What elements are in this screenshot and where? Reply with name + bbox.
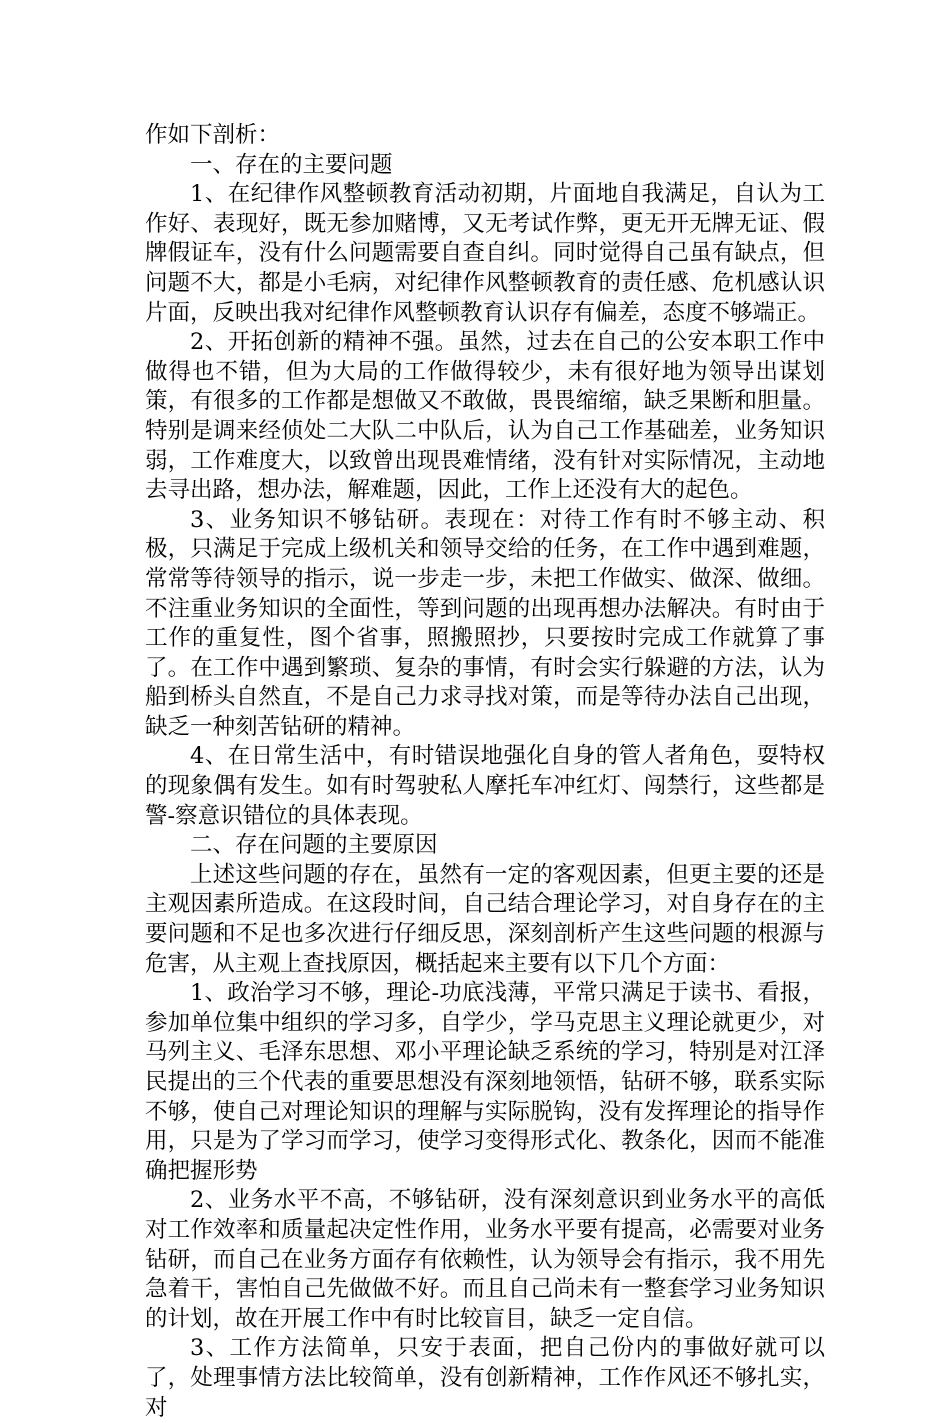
- section-heading-causes: 二、存在问题的主要原因: [190, 832, 438, 859]
- section-heading-problems: 一、存在的主要问题: [190, 151, 393, 178]
- document-body: [145, 121, 825, 1423]
- paragraph-cause-1: 1、政治学习不够，理论-功底浅薄，平常只满足于读书、看报，参加单位集中组织的学习多，自学少，学马克思主义理论就更少，对马列主义、毛泽东思想、邓小平理论缺乏系统的学习，特别是对江泽民提出的三个代表的重要思想没有深刻地领悟，钻研不够，联系实际不够，使自己对理论知识的理解与实际脱钩，没有发挥理论的指导作用，只是为了学习而学习，使学习变得形式化、教条化，因而不能准确把握形势: [145, 980, 825, 1184]
- paragraph-problem-3: 3、业务知识不够钻研。表现在：对待工作有时不够主动、积极，只满足于完成上级机关和领导交给的任务，在工作中遇到难题，常常等待领导的指示，说一步走一步，未把工作做实、做深、做细。不注重业务知识的全面性，等到问题的出现再想办法解决。有时由于工作的重复性，图个省事，照搬照抄，只要按时完成工作就算了事了。在工作中遇到繁琐、复杂的事情，有时会实行躲避的方法，认为船到桥头自然直，不是自己力求寻找对策，而是等待办法自己出现，缺乏一种刻苦钻研的精神。: [145, 506, 825, 740]
- paragraph-intro: 作如下剖析：: [145, 122, 281, 148]
- paragraph-problem-1: 1、在纪律作风整顿教育活动初期，片面地自我满足，自认为工作好、表现好，既无参加赌博，又无考试作弊，更无开无牌无证、假牌假证车，没有什么问题需要自查自纠。同时觉得自己虽有缺点，但问题不大，都是小毛病，对纪律作风整顿教育的责任感、危机感认识片面，反映出我对纪律作风整顿教育认识存有偏差，态度不够端正。: [145, 181, 825, 326]
- paragraph-cause-3: 3、工作方法简单，只安于表面，把自己份内的事做好就可以了，处理事情方法比较简单，没有创新精神，工作作风还不够扎实，对: [145, 1335, 825, 1421]
- paragraph-problem-4: 4、在日常生活中，有时错误地强化自身的管人者角色，耍特权的现象偶有发生。如有时驾驶私人摩托车冲红灯、闯禁行，这些都是警-察意识错位的具体表现。: [145, 743, 825, 829]
- paragraph-problem-2: 2、开拓创新的精神不强。虽然，过去在自己的公安本职工作中做得也不错，但为大局的工作做得较少，未有很好地为领导出谋划策，有很多的工作都是想做又不敢做，畏畏缩缩，缺乏果断和胆量。特别是调来经侦处二大队二中队后，认为自己工作基础差，业务知识弱，工作难度大，以致曾出现畏难情绪，没有针对实际情况，主动地去寻出路，想办法，解难题，因此，工作上还没有大的起色。: [145, 329, 825, 504]
- paragraph-cause-2: 2、业务水平不高，不够钻研，没有深刻意识到业务水平的高低对工作效率和质量起决定性作用，业务水平要有提高，必需要对业务钻研，而自己在业务方面存有依赖性，认为领导会有指示，我不用先急着干，害怕自己先做做不好。而且自己尚未有一整套学习业务知识的计划，故在开展工作中有时比较盲目，缺乏一定自信。: [145, 1187, 825, 1332]
- paragraph-causes-intro: 上述这些问题的存在，虽然有一定的客观因素，但更主要的还是主观因素所造成。在这段时间，自己结合理论学习，对自身存在的主要问题和不足也多次进行仔细反思，深刻剖析产生这些问题的根源与危害，从主观上查找原因，概括起来主要有以下几个方面：: [145, 861, 825, 977]
